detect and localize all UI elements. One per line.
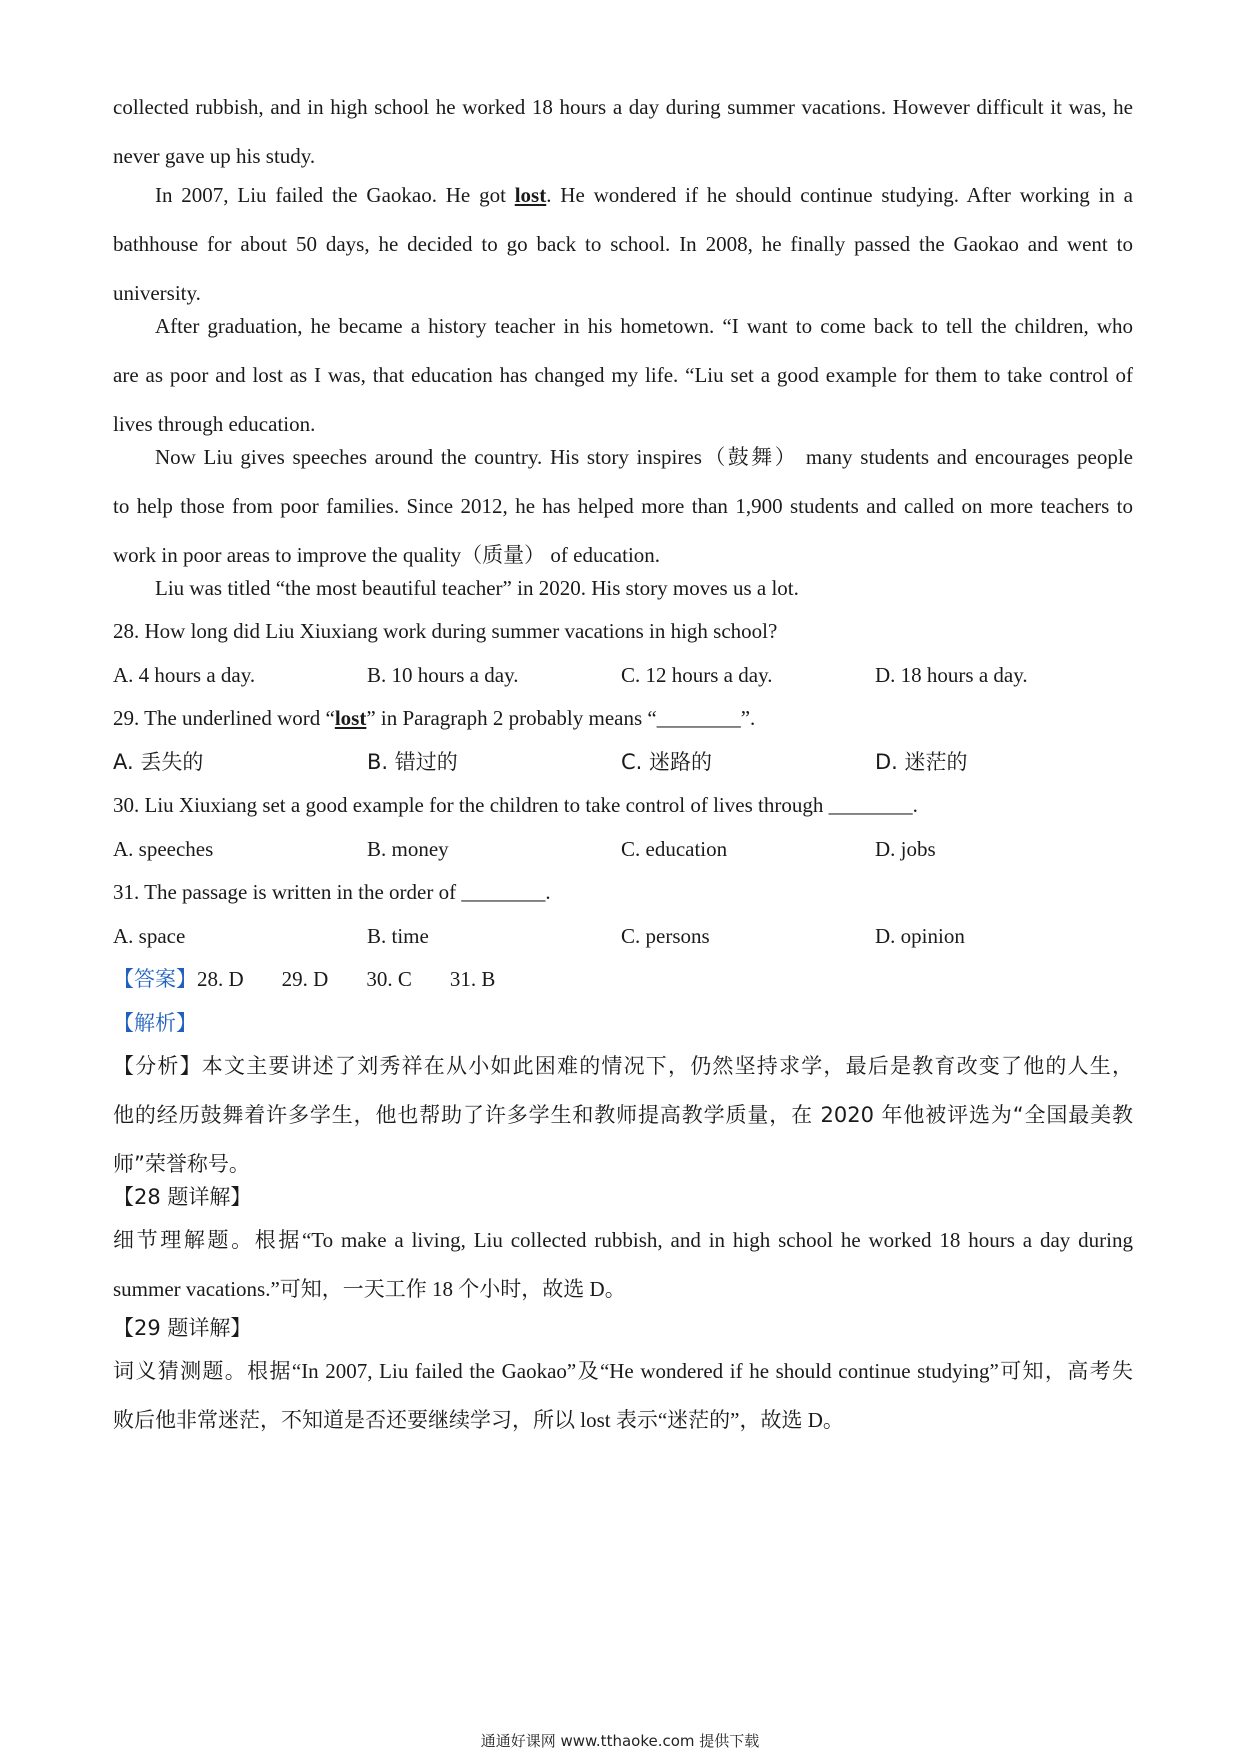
detail-29-body — [113, 1347, 1133, 1445]
text-line: work in poor areas to improve the quality（质量） of education. — [113, 543, 661, 567]
question-29-stem — [113, 694, 1133, 743]
answer-item: 29. D — [281, 967, 329, 991]
option-d: D. opinion — [875, 924, 965, 948]
text-line: to help those from poor families. Since 2012, he has helped more than 1,900 students and called on more teachers to — [113, 494, 1133, 518]
option-d: D. jobs — [875, 837, 936, 861]
detail-29-label: 【29 题详解】 — [113, 1316, 252, 1340]
option-c: C. education — [621, 837, 728, 861]
question-29-options — [113, 738, 1133, 787]
text-line: After graduation, he became a history teacher in his hometown. “I want to come back to tell the children, who — [155, 314, 1133, 338]
option-c: C. 12 hours a day. — [621, 663, 773, 687]
option-a: A. 丢失的 — [113, 750, 204, 774]
text-line: collected rubbish, and in high school he worked 18 hours a day during summer vacations. However difficult it was, he — [113, 95, 1133, 119]
text-line: 细节理解题。根据“To make a living, Liu collected rubbish, and in high school he worked 18 hours a day during — [113, 1228, 1133, 1252]
text-span: 29. The underlined word “ — [113, 706, 335, 730]
answer-line — [113, 955, 1133, 1004]
option-b: B. money — [367, 837, 449, 861]
option-b: B. 错过的 — [367, 750, 458, 774]
option-c: C. persons — [621, 924, 710, 948]
question-28-stem: 28. How long did Liu Xiuxiang work during summer vacations in high school? — [113, 619, 778, 643]
text-line: are as poor and lost as I was, that education has changed my life. “Liu set a good example for them to take control of — [113, 363, 1133, 387]
option-a: A. 4 hours a day. — [113, 663, 256, 687]
option-a: A. space — [113, 924, 186, 948]
question-28-options — [113, 651, 1133, 700]
page-footer: 通通好课网 www.tthaoke.com 提供下载 — [480, 1732, 760, 1750]
text-span: . He wondered if he should continue studying. After working in a — [546, 183, 1134, 207]
underlined-word: lost — [334, 706, 367, 730]
text-line: bathhouse for about 50 days, he decided to go back to school. In 2008, he finally passed the Gaokao and went to — [113, 232, 1133, 256]
answer-item: 30. C — [366, 967, 412, 991]
option-a: A. speeches — [113, 837, 214, 861]
text-span: In 2007, Liu failed the Gaokao. He got — [155, 183, 515, 207]
text-line — [113, 171, 1133, 220]
option-c: C. 迷路的 — [621, 750, 713, 774]
passage-paragraph-3 — [113, 302, 1133, 449]
text-line: 词义猜测题。根据“In 2007, Liu failed the Gaokao”及“He wondered if he should continue studying”可知，高考失 — [113, 1359, 1133, 1383]
text-line: Liu was titled “the most beautiful teacher” in 2020. His story moves us a lot. — [155, 576, 799, 600]
option-b: B. 10 hours a day. — [367, 663, 519, 687]
text-line: 师”荣誉称号。 — [113, 1152, 250, 1176]
answer-item: 28. D — [197, 967, 244, 991]
question-31-stem: 31. The passage is written in the order of ________. — [113, 880, 551, 904]
analysis-summary — [113, 1042, 1133, 1189]
detail-28-body — [113, 1216, 1133, 1314]
text-line: lives through education. — [113, 412, 316, 436]
answer-label: 【答案】 — [113, 967, 197, 991]
text-line: 败后他非常迷茫，不知道是否还要继续学习，所以 lost 表示“迷茫的”，故选 D。 — [113, 1408, 844, 1432]
option-d: D. 18 hours a day. — [875, 663, 1028, 687]
passage-paragraph-5 — [113, 564, 1133, 613]
text-line: 【分析】本文主要讲述了刘秀祥在从小如此困难的情况下，仍然坚持求学，最后是教育改变了他的人生， — [113, 1054, 1133, 1078]
text-line: Now Liu gives speeches around the country. His story inspires（鼓舞） many students and encourages people — [155, 445, 1133, 469]
text-line: summer vacations.”可知，一天工作 18 个小时，故选 D。 — [113, 1277, 626, 1301]
question-31-options — [113, 912, 1133, 961]
passage-paragraph-2 — [113, 171, 1133, 318]
answer-item: 31. B — [449, 967, 496, 991]
text-line: university. — [113, 281, 201, 305]
question-30-options — [113, 825, 1133, 874]
analysis-label: 【解析】 — [113, 1011, 197, 1035]
detail-28-label: 【28 题详解】 — [113, 1185, 252, 1209]
passage-paragraph-1 — [113, 83, 1133, 181]
text-line: 他的经历鼓舞着许多学生，他也帮助了许多学生和教师提高教学质量，在 2020 年他被评选为“全国最美教 — [113, 1103, 1133, 1127]
passage-paragraph-4 — [113, 433, 1133, 580]
text-span: ” in Paragraph 2 probably means “________”. — [366, 706, 756, 730]
question-30-stem: 30. Liu Xiuxiang set a good example for the children to take control of lives through ________. — [113, 793, 918, 817]
option-d: D. 迷茫的 — [875, 750, 968, 774]
text-line: never gave up his study. — [113, 144, 316, 168]
option-b: B. time — [367, 924, 429, 948]
underlined-word: lost — [514, 183, 547, 207]
